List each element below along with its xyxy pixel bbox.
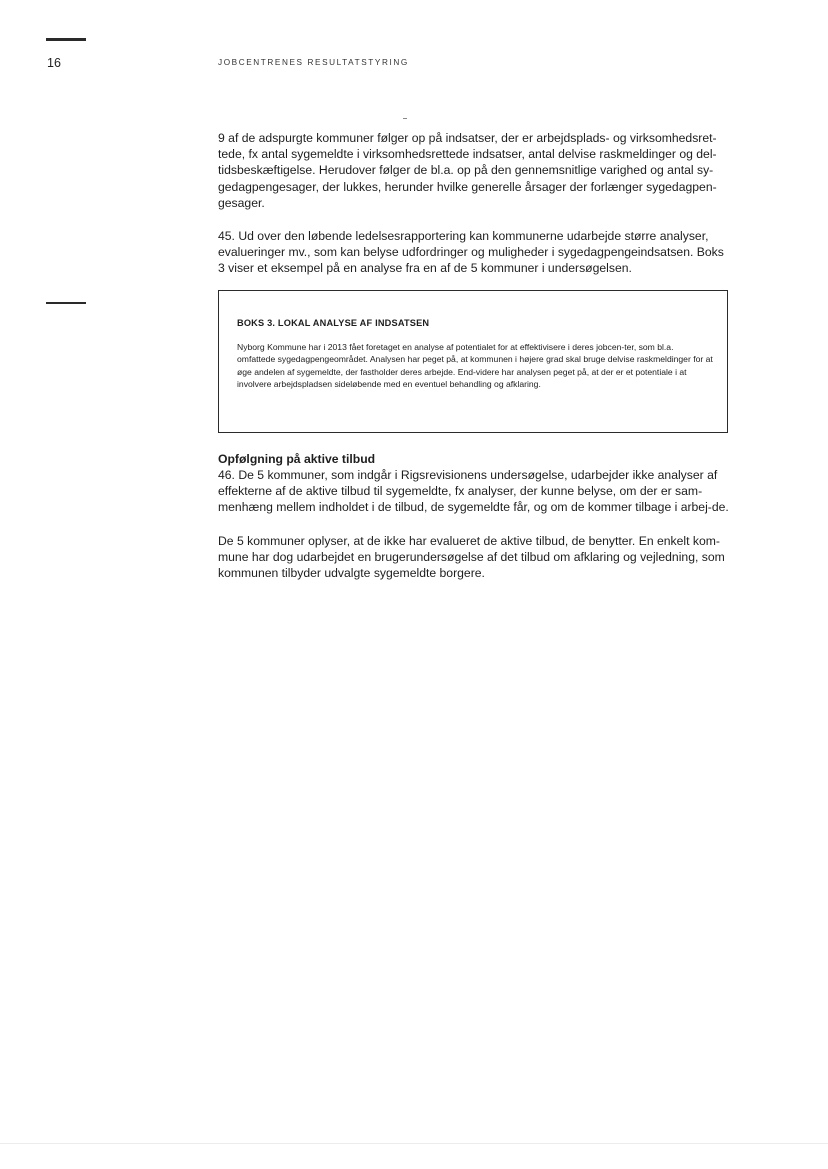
info-box — [218, 290, 728, 433]
paragraph: De 5 kommuner oplyser, at de ikke har evalueret de aktive tilbud, de benytter. En enkelt kom-mune har dog udarbejdet en brugerundersøgelse af det tilbud om afklaring og vejledning, som kommunen tilbyder udvalgte sygemeldte borgere. — [218, 533, 725, 581]
paragraph: 46. De 5 kommuner, som indgår i Rigsrevisionens undersøgelse, udarbejder ikke analyser af effekterne af de aktive tilbud til sygemeldte, fx analyser, der kunne belyse, om der er sam-menhæng mellem indholdet i de tilbud, de sygemeldte får, og om de kommer tilbage i arbej-de. — [218, 468, 729, 515]
page-margin-mark-middle — [46, 302, 86, 304]
paragraph: 9 af de adspurgte kommuner følger op på indsatser, der er arbejdsplads- og virksomhedsret-tede, fx antal sygemeldte i virksomhedsrettede indsatser, antal delvise raskmeldinger og del-tidsbeskæftigelse. Herudover følger de bl.a. op på den gennemsnitlige varighed og antal sy-gedagpengesager, der lukkes, herunder hvilke generelle årsager der forlænger sygedagpen-gesager. — [218, 131, 717, 210]
info-box-text: Nyborg Kommune har i 2013 fået foretaget en analyse af potentialet for at effektivisere i deres jobcen-ter, som bl.a. omfattede sygedagpengeområdet. Analysen har peget på, at kommunen i højere grad skal bruge delvise raskmeldinger for at øge andelen af sygemeldte, der fastholder deres arbejde. End-videre har analysen peget på, at der er et potentiale i at involvere arbejdspladsen sideløbende med en eventuel behandling og afklaring. — [237, 342, 713, 390]
body-text — [218, 130, 730, 277]
running-header: JOBCENTRENES RESULTATSTYRING — [218, 58, 409, 67]
scan-edge-line — [0, 1143, 828, 1144]
section-heading: Opfølgning på aktive tilbud — [218, 452, 376, 466]
page-number: 16 — [47, 56, 61, 70]
paragraph: 45. Ud over den løbende ledelsesrapportering kan kommunerne udarbejde større analyser, evalueringer mv., som kan belyse udfordringer og muligheder i sygedagpengeindsatsen. Boks 3 viser et eksempel på en analyse fra en af de 5 kommuner i undersøgelsen. — [218, 229, 724, 276]
section-active-offers — [218, 451, 730, 581]
scan-speck — [403, 118, 407, 119]
info-box-title: BOKS 3. LOKAL ANALYSE AF INDSATSEN — [237, 318, 430, 328]
page-margin-mark-top — [46, 38, 86, 41]
